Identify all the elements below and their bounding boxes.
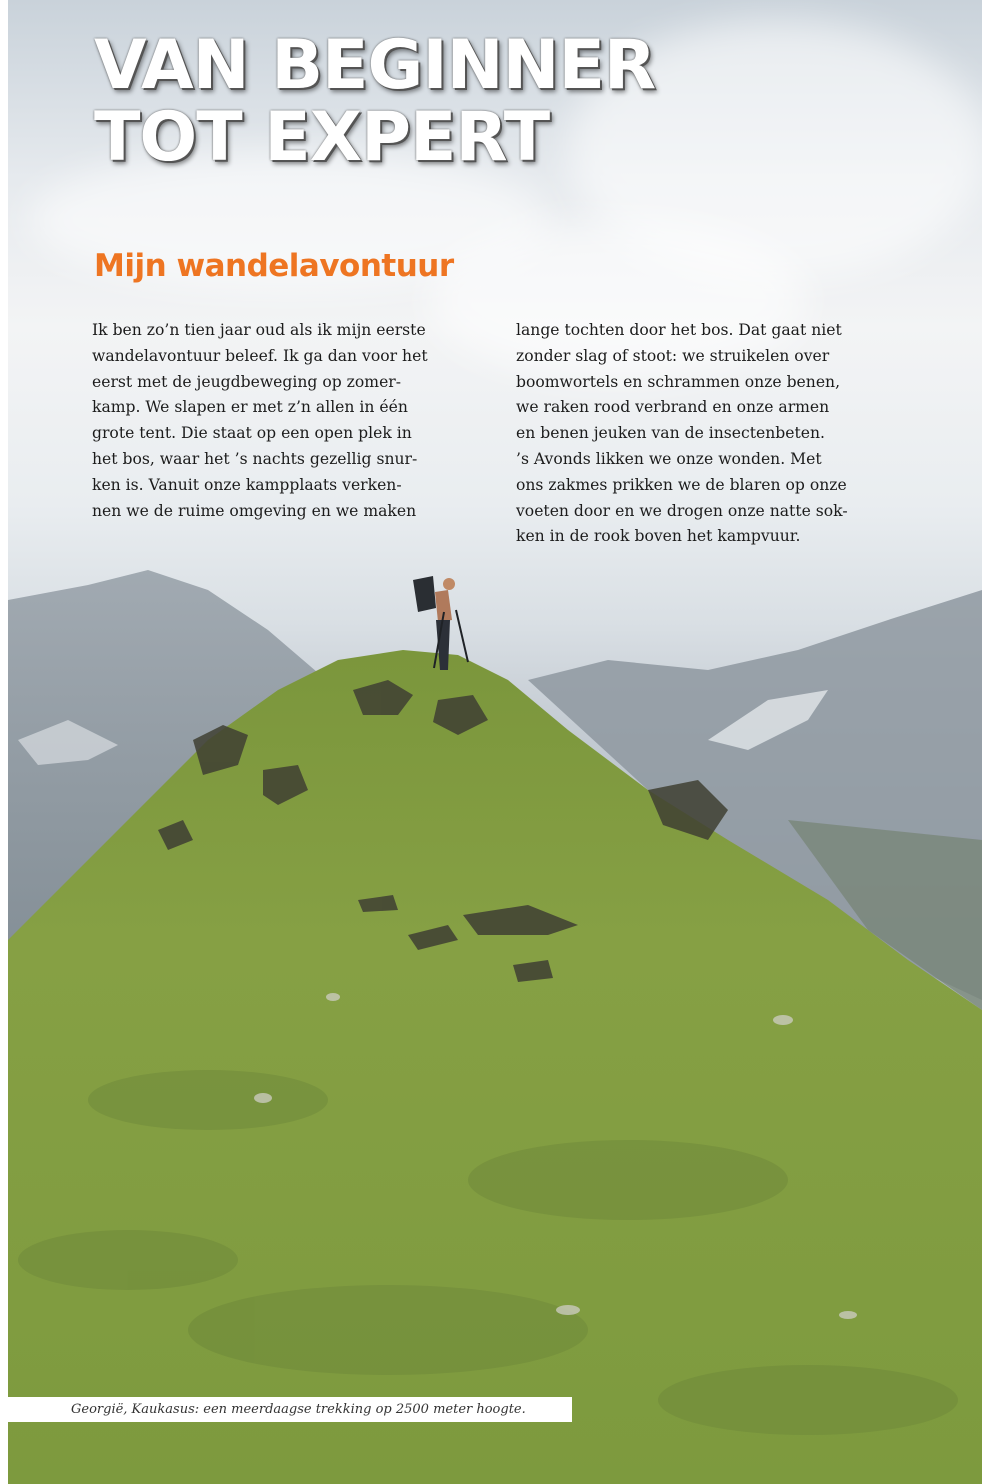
body-line: voeten door en we drogen onze natte sok- [516, 501, 848, 520]
body-line: ken in de rook boven het kampvuur. [516, 527, 801, 546]
title-line-1: VAN BEGINNER [94, 26, 656, 105]
body-line: en benen jeuken van de insectenbeten. [516, 424, 826, 443]
body-line: wandelavontuur beleef. Ik ga dan voor het [92, 346, 428, 365]
photo-caption: Georgië, Kaukasus: een meerdaagse trekking op 2500 meter hoogte. [8, 1397, 572, 1422]
body-line: grote tent. Die staat op een open plek in [92, 424, 412, 443]
body-line: kamp. We slapen er met z’n allen in één [92, 398, 408, 417]
body-line: Ik ben zo’n tien jaar oud als ik mijn eerste [92, 321, 426, 339]
body-line: we raken rood verbrand en onze armen [516, 398, 830, 417]
body-column-right [516, 318, 916, 550]
page-title [94, 26, 656, 177]
section-heading: Mijn wandelavontuur [94, 248, 454, 284]
body-line: ken is. Vanuit onze kampplaats verken- [92, 475, 402, 494]
title-line-2: TOT EXPERT [94, 98, 550, 177]
body-line: zonder slag of stoot: we struikelen over [516, 346, 830, 365]
body-line: het bos, waar het ’s nachts gezellig snur- [92, 449, 418, 468]
body-line: lange tochten door het bos. Dat gaat niet [516, 321, 842, 339]
magazine-page [8, 0, 982, 1484]
body-line: eerst met de jeugdbeweging op zomer- [92, 372, 402, 391]
mountain-photo [8, 0, 982, 1484]
body-line: nen we de ruime omgeving en we maken [92, 501, 417, 520]
body-line: ons zakmes prikken we de blaren op onze [516, 475, 847, 494]
body-column-left [92, 318, 492, 524]
body-line: ’s Avonds likken we onze wonden. Met [516, 449, 822, 468]
body-line: boomwortels en schrammen onze benen, [516, 372, 841, 391]
